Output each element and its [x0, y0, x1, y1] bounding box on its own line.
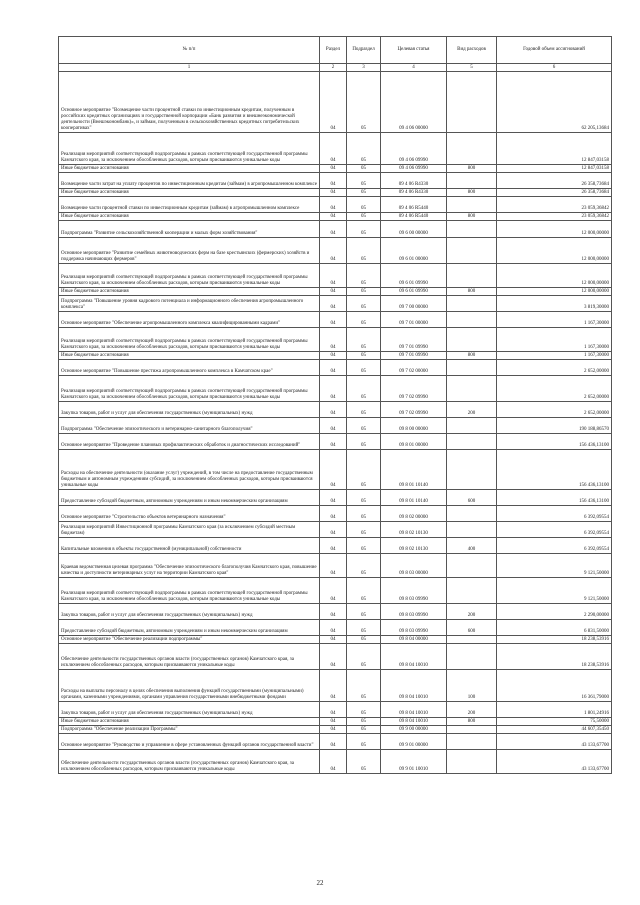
cell-target: 09 8 03 00000 [381, 554, 447, 578]
cell-subsection: 05 [347, 726, 381, 734]
cell-amount: 6 392,09554 [497, 538, 612, 554]
cell-subsection: 05 [347, 578, 381, 604]
cell-amount: 43 133,67700 [497, 734, 612, 750]
cell-name: Основное мероприятие "Руководство и управление в сфере установленных функций органов государственной власти" [59, 734, 320, 750]
table-row [59, 197, 612, 213]
cell-name: Основное мероприятие "Возмещение части процентной ставки по инвестиционным кредитам, полученным в российских кредитных организациях и государственной корпорации «Банк развития и внешнеэкономической деятельности (Внешэкономбанк)», и займам, полученным в сельскохозяйственных кредитных потребительских кооперативах" [59, 72, 320, 133]
table-row [59, 726, 612, 734]
cell-name: Предоставление субсидий бюджетным, автономным учреждениям и иным некоммерческим организациям [59, 490, 320, 506]
cell-amount: 23 059,36842 [497, 213, 612, 221]
cell-subsection: 05 [347, 197, 381, 213]
cell-target: 09 8 00 00000 [381, 418, 447, 434]
cell-target: 09 7 01 09990 [381, 328, 447, 352]
cell-subsection: 05 [347, 490, 381, 506]
cell-target: 09 4 06 R4330 [381, 173, 447, 189]
cell-subsection: 05 [347, 288, 381, 296]
cell-name: Возмещение части процентной ставки по инвестиционным кредитам (займам) в агропромышленном комплексе [59, 197, 320, 213]
header-section: Раздел [320, 37, 347, 64]
cell-amount: 2 652,00000 [497, 402, 612, 418]
cell-section: 04 [320, 734, 347, 750]
cell-expense [447, 418, 497, 434]
cell-expense: 600 [447, 490, 497, 506]
cell-name: Закупка товаров, работ и услуг для обеспечения государственных (муниципальных) нужд [59, 604, 320, 620]
cell-subsection: 05 [347, 72, 381, 133]
column-number: 4 [381, 64, 447, 72]
page-number: 22 [316, 879, 324, 887]
cell-section: 04 [320, 352, 347, 360]
cell-expense: 100 [447, 670, 497, 702]
table-row [59, 702, 612, 718]
cell-amount: 23 059,36842 [497, 197, 612, 213]
cell-subsection: 05 [347, 636, 381, 644]
cell-subsection: 05 [347, 604, 381, 620]
cell-amount: 190 188,86570 [497, 418, 612, 434]
cell-expense [447, 197, 497, 213]
table-row [59, 750, 612, 774]
cell-name: Основное мероприятие "Обеспечение реализации подпрограммы" [59, 636, 320, 644]
cell-amount: 12 000,00000 [497, 264, 612, 288]
cell-amount: 26 358,73684 [497, 189, 612, 197]
cell-amount: 9 121,50000 [497, 554, 612, 578]
cell-subsection: 05 [347, 173, 381, 189]
cell-name: Расходы на обеспечение деятельности (оказание услуг) учреждений, в том числе на предоставление государственным бюджетным и автономным учреждениям субсидий, за исключением обособленных расходов, которым присваиваются уникальные коды [59, 450, 320, 490]
cell-section: 04 [320, 133, 347, 165]
cell-section: 04 [320, 173, 347, 189]
cell-expense: 400 [447, 538, 497, 554]
header-target: Целевая статья [381, 37, 447, 64]
cell-section: 04 [320, 189, 347, 197]
cell-target: 09 8 03 09990 [381, 604, 447, 620]
cell-amount: 18 238,53916 [497, 644, 612, 670]
cell-expense [447, 264, 497, 288]
cell-expense [447, 734, 497, 750]
table-row [59, 670, 612, 702]
table-row [59, 352, 612, 360]
cell-target: 09 4 06 R5440 [381, 197, 447, 213]
cell-expense: 600 [447, 620, 497, 636]
cell-name: Краевая ведомственная целевая программа "Обеспечение эпизоотического благополучия Камчатского края, повышение качества и доступности ветеринарных услуг на территории Камчатского края" [59, 554, 320, 578]
table-row [59, 418, 612, 434]
cell-section: 04 [320, 750, 347, 774]
cell-subsection: 05 [347, 418, 381, 434]
cell-subsection: 05 [347, 264, 381, 288]
cell-section: 04 [320, 702, 347, 718]
cell-amount: 6 831,50000 [497, 620, 612, 636]
cell-subsection: 05 [347, 165, 381, 173]
cell-amount: 156 436,13100 [497, 434, 612, 450]
table-row [59, 221, 612, 238]
cell-subsection: 05 [347, 506, 381, 522]
cell-subsection: 05 [347, 360, 381, 376]
cell-subsection: 05 [347, 238, 381, 264]
cell-target: 09 4 06 00000 [381, 72, 447, 133]
cell-subsection: 05 [347, 620, 381, 636]
cell-expense [447, 376, 497, 402]
cell-name: Обеспечение деятельности государственных органов власти (государственных органов) Камчатского края, за исключением обособленных расходов, которым присваиваются уникальные коды [59, 750, 320, 774]
cell-target: 09 8 04 00000 [381, 636, 447, 644]
table-row [59, 238, 612, 264]
table-row [59, 578, 612, 604]
cell-subsection: 05 [347, 133, 381, 165]
cell-target: 09 6 00 00000 [381, 221, 447, 238]
column-number: 5 [447, 64, 497, 72]
cell-section: 04 [320, 360, 347, 376]
cell-expense [447, 133, 497, 165]
cell-name: Закупка товаров, работ и услуг для обеспечения государственных (муниципальных) нужд [59, 402, 320, 418]
cell-subsection: 05 [347, 450, 381, 490]
cell-target: 09 9 00 00000 [381, 726, 447, 734]
cell-target: 09 4 06 09990 [381, 133, 447, 165]
cell-target: 09 8 01 00000 [381, 434, 447, 450]
cell-name: Расходы на выплаты персоналу в целях обеспечения выполнения функций государственными (муниципальными) органами, казенными учреждениями, органами управления государственными внебюджетными фондами [59, 670, 320, 702]
cell-amount: 12 000,00000 [497, 288, 612, 296]
cell-expense [447, 522, 497, 538]
cell-amount: 6 392,09554 [497, 522, 612, 538]
cell-name: Предоставление субсидий бюджетным, автономным учреждениям и иным некоммерческим организациям [59, 620, 320, 636]
cell-name: Реализация мероприятий соответствующей подпрограммы в рамках соответствующей государственной программы Камчатского края, за исключением обособленных расходов, которым присваиваются уникальные коды [59, 264, 320, 288]
cell-target: 09 8 04 10010 [381, 644, 447, 670]
cell-target: 09 4 06 R5440 [381, 213, 447, 221]
table-row [59, 620, 612, 636]
cell-section: 04 [320, 402, 347, 418]
header-subsection: Подраздел [347, 37, 381, 64]
cell-subsection: 05 [347, 328, 381, 352]
table-row [59, 506, 612, 522]
table-row [59, 554, 612, 578]
cell-target: 09 9 01 10010 [381, 750, 447, 774]
cell-name: Возмещение части затрат на уплату процентов по инвестиционным кредитам (займам) в агропромышленном комплексе [59, 173, 320, 189]
table-row [59, 72, 612, 133]
cell-expense: 200 [447, 604, 497, 620]
cell-name: Реализация мероприятий соответствующей подпрограммы в рамках соответствующей государственной программы Камчатского края, за исключением обособленных расходов, которым присваиваются уникальные коды [59, 133, 320, 165]
cell-target: 09 8 04 10010 [381, 670, 447, 702]
cell-target: 09 7 00 00000 [381, 296, 447, 312]
cell-target: 09 8 04 10010 [381, 718, 447, 726]
table-row [59, 636, 612, 644]
cell-expense: 800 [447, 165, 497, 173]
cell-expense [447, 636, 497, 644]
cell-amount: 6 392,09554 [497, 506, 612, 522]
cell-target: 09 6 01 09990 [381, 264, 447, 288]
column-number: 3 [347, 64, 381, 72]
table-row [59, 522, 612, 538]
budget-table [58, 36, 612, 774]
cell-subsection: 05 [347, 352, 381, 360]
header-name: № п/п [59, 37, 320, 64]
table-header-row [59, 37, 612, 64]
cell-name: Подпрограмма "Обеспечение реализации Программы" [59, 726, 320, 734]
cell-section: 04 [320, 604, 347, 620]
cell-amount: 12 000,00000 [497, 238, 612, 264]
table-row [59, 288, 612, 296]
cell-section: 04 [320, 506, 347, 522]
cell-expense [447, 726, 497, 734]
column-number: 2 [320, 64, 347, 72]
cell-target: 09 9 01 00000 [381, 734, 447, 750]
header-expense: Вид расходов [447, 37, 497, 64]
cell-target: 09 6 01 00000 [381, 238, 447, 264]
cell-expense [447, 554, 497, 578]
cell-section: 04 [320, 197, 347, 213]
cell-target: 09 4 06 09990 [381, 165, 447, 173]
cell-section: 04 [320, 264, 347, 288]
cell-target: 09 4 06 R4330 [381, 189, 447, 197]
cell-target: 09 8 03 09990 [381, 620, 447, 636]
cell-section: 04 [320, 434, 347, 450]
cell-subsection: 05 [347, 213, 381, 221]
cell-target: 09 7 02 00000 [381, 360, 447, 376]
cell-section: 04 [320, 312, 347, 328]
cell-subsection: 05 [347, 750, 381, 774]
column-number: 6 [497, 64, 612, 72]
cell-target: 09 8 02 00000 [381, 506, 447, 522]
cell-amount: 12 000,00000 [497, 221, 612, 238]
cell-name: Иные бюджетные ассигнования [59, 189, 320, 197]
cell-amount: 44 607,35450 [497, 726, 612, 734]
cell-subsection: 05 [347, 312, 381, 328]
cell-target: 09 8 01 10140 [381, 490, 447, 506]
cell-name: Реализация мероприятий соответствующей подпрограммы в рамках соответствующей государственной программы Камчатского края, за исключением обособленных расходов, которым присваиваются уникальные коды [59, 376, 320, 402]
cell-amount: 2 290,00000 [497, 604, 612, 620]
table-row [59, 312, 612, 328]
cell-expense [447, 72, 497, 133]
cell-expense: 800 [447, 189, 497, 197]
header-amount: Годовой объем ассигнований [497, 37, 612, 64]
cell-subsection: 05 [347, 221, 381, 238]
cell-amount: 156 436,13100 [497, 450, 612, 490]
cell-target: 09 7 01 00000 [381, 312, 447, 328]
cell-name: Основное мероприятие "Развитие семейных животноводческих ферм на базе крестьянских (фермерских) хозяйств и поддержка начинающих фермеров" [59, 238, 320, 264]
cell-name: Иные бюджетные ассигнования [59, 213, 320, 221]
cell-amount: 1 801,24916 [497, 702, 612, 718]
table-row [59, 434, 612, 450]
cell-expense: 800 [447, 718, 497, 726]
cell-expense: 800 [447, 352, 497, 360]
cell-section: 04 [320, 450, 347, 490]
cell-amount: 43 133,67700 [497, 750, 612, 774]
cell-amount: 156 436,13100 [497, 490, 612, 506]
cell-section: 04 [320, 636, 347, 644]
column-number-row [59, 64, 612, 72]
cell-section: 04 [320, 726, 347, 734]
column-number: 1 [59, 64, 320, 72]
cell-target: 09 6 01 09990 [381, 288, 447, 296]
cell-expense [447, 360, 497, 376]
table-row [59, 189, 612, 197]
cell-subsection: 05 [347, 402, 381, 418]
cell-name: Обеспечение деятельности государственных органов власти (государственных органов) Камчатского края, за исключением обособленных расходов, которым присваиваются уникальные коды [59, 644, 320, 670]
cell-section: 04 [320, 165, 347, 173]
cell-expense [447, 506, 497, 522]
cell-amount: 2 652,00000 [497, 360, 612, 376]
table-row [59, 644, 612, 670]
cell-subsection: 05 [347, 718, 381, 726]
cell-expense [447, 328, 497, 352]
cell-section: 04 [320, 522, 347, 538]
cell-section: 04 [320, 72, 347, 133]
cell-subsection: 05 [347, 644, 381, 670]
cell-amount: 1 167,30000 [497, 328, 612, 352]
cell-subsection: 05 [347, 376, 381, 402]
cell-section: 04 [320, 644, 347, 670]
cell-amount: 18 238,53916 [497, 636, 612, 644]
table-row [59, 734, 612, 750]
cell-amount: 62 205,13684 [497, 72, 612, 133]
cell-name: Основное мероприятие "Строительство объектов ветеринарного назначения" [59, 506, 320, 522]
cell-subsection: 05 [347, 538, 381, 554]
cell-section: 04 [320, 288, 347, 296]
cell-expense: 200 [447, 402, 497, 418]
table-row [59, 718, 612, 726]
cell-name: Подпрограмма "Обеспечение эпизоотического и ветеринарно-санитарного благополучия" [59, 418, 320, 434]
table-row [59, 173, 612, 189]
table-row [59, 376, 612, 402]
cell-target: 09 8 03 09990 [381, 578, 447, 604]
cell-expense [447, 312, 497, 328]
cell-subsection: 05 [347, 702, 381, 718]
cell-expense: 200 [447, 702, 497, 718]
cell-name: Основное мероприятие "Проведение плановых профилактических обработок и диагностических исследований" [59, 434, 320, 450]
cell-name: Подпрограмма "Повышение уровня кадрового потенциала и информационного обеспечения агропромышленного комплекса" [59, 296, 320, 312]
cell-name: Закупка товаров, работ и услуг для обеспечения государственных (муниципальных) нужд [59, 702, 320, 718]
cell-amount: 1 167,30000 [497, 352, 612, 360]
cell-name: Реализация мероприятий соответствующей подпрограммы в рамках соответствующей государственной программы Камчатского края, за исключением обособленных расходов, которым присваиваются уникальные коды [59, 328, 320, 352]
cell-subsection: 05 [347, 434, 381, 450]
table-row [59, 165, 612, 173]
cell-amount: 26 358,73684 [497, 173, 612, 189]
cell-expense [447, 296, 497, 312]
cell-name: Иные бюджетные ассигнования [59, 165, 320, 173]
cell-amount: 3 819,30000 [497, 296, 612, 312]
table-row [59, 538, 612, 554]
cell-amount: 1 167,30000 [497, 312, 612, 328]
cell-expense [447, 238, 497, 264]
cell-amount: 9 121,50000 [497, 578, 612, 604]
cell-section: 04 [320, 296, 347, 312]
cell-section: 04 [320, 221, 347, 238]
cell-expense [447, 450, 497, 490]
cell-target: 09 7 01 09990 [381, 352, 447, 360]
cell-name: Реализация мероприятий соответствующей подпрограммы в рамках соответствующей государственной программы Камчатского края, за исключением обособленных расходов, которым присваиваются уникальные коды [59, 578, 320, 604]
cell-expense [447, 434, 497, 450]
cell-name: Капитальные вложения в объекты государственной (муниципальной) собственности [59, 538, 320, 554]
cell-section: 04 [320, 718, 347, 726]
cell-subsection: 05 [347, 554, 381, 578]
cell-expense [447, 644, 497, 670]
cell-name: Реализация мероприятий Инвестиционной программы Камчатского края (за исключением субсидий местным бюджетам) [59, 522, 320, 538]
cell-section: 04 [320, 328, 347, 352]
cell-target: 09 8 04 10010 [381, 702, 447, 718]
cell-section: 04 [320, 376, 347, 402]
cell-name: Иные бюджетные ассигнования [59, 288, 320, 296]
cell-section: 04 [320, 213, 347, 221]
cell-section: 04 [320, 418, 347, 434]
table-row [59, 213, 612, 221]
cell-expense: 800 [447, 213, 497, 221]
cell-expense [447, 221, 497, 238]
table-row [59, 360, 612, 376]
cell-section: 04 [320, 670, 347, 702]
cell-expense: 800 [447, 288, 497, 296]
cell-subsection: 05 [347, 734, 381, 750]
cell-section: 04 [320, 238, 347, 264]
table-row [59, 402, 612, 418]
cell-section: 04 [320, 620, 347, 636]
table-row [59, 450, 612, 490]
cell-target: 09 8 02 10130 [381, 522, 447, 538]
cell-name: Подпрограмма "Развитие сельскохозяйственной кооперации и малых форм хозяйствования" [59, 221, 320, 238]
cell-name: Основное мероприятие "Повышение престижа агропромышленного комплекса в Камчатском крае" [59, 360, 320, 376]
cell-name: Иные бюджетные ассигнования [59, 352, 320, 360]
cell-section: 04 [320, 490, 347, 506]
table-row [59, 328, 612, 352]
cell-target: 09 8 01 10140 [381, 450, 447, 490]
cell-subsection: 05 [347, 522, 381, 538]
cell-name: Основное мероприятие "Обеспечение агропромышленного комплекса квалифицированными кадрами" [59, 312, 320, 328]
cell-expense [447, 750, 497, 774]
cell-amount: 2 652,00000 [497, 376, 612, 402]
cell-subsection: 05 [347, 189, 381, 197]
cell-amount: 75,50000 [497, 718, 612, 726]
table-row [59, 604, 612, 620]
cell-subsection: 05 [347, 296, 381, 312]
cell-amount: 16 361,79000 [497, 670, 612, 702]
cell-name: Иные бюджетные ассигнования [59, 718, 320, 726]
cell-section: 04 [320, 554, 347, 578]
cell-amount: 12 847,03158 [497, 165, 612, 173]
cell-section: 04 [320, 538, 347, 554]
table-row [59, 264, 612, 288]
cell-amount: 12 847,03158 [497, 133, 612, 165]
cell-target: 09 7 02 09990 [381, 402, 447, 418]
cell-target: 09 7 02 09990 [381, 376, 447, 402]
cell-expense [447, 578, 497, 604]
table-row [59, 133, 612, 165]
table-row [59, 296, 612, 312]
cell-target: 09 8 02 10130 [381, 538, 447, 554]
cell-subsection: 05 [347, 670, 381, 702]
table-row [59, 490, 612, 506]
cell-expense [447, 173, 497, 189]
cell-section: 04 [320, 578, 347, 604]
